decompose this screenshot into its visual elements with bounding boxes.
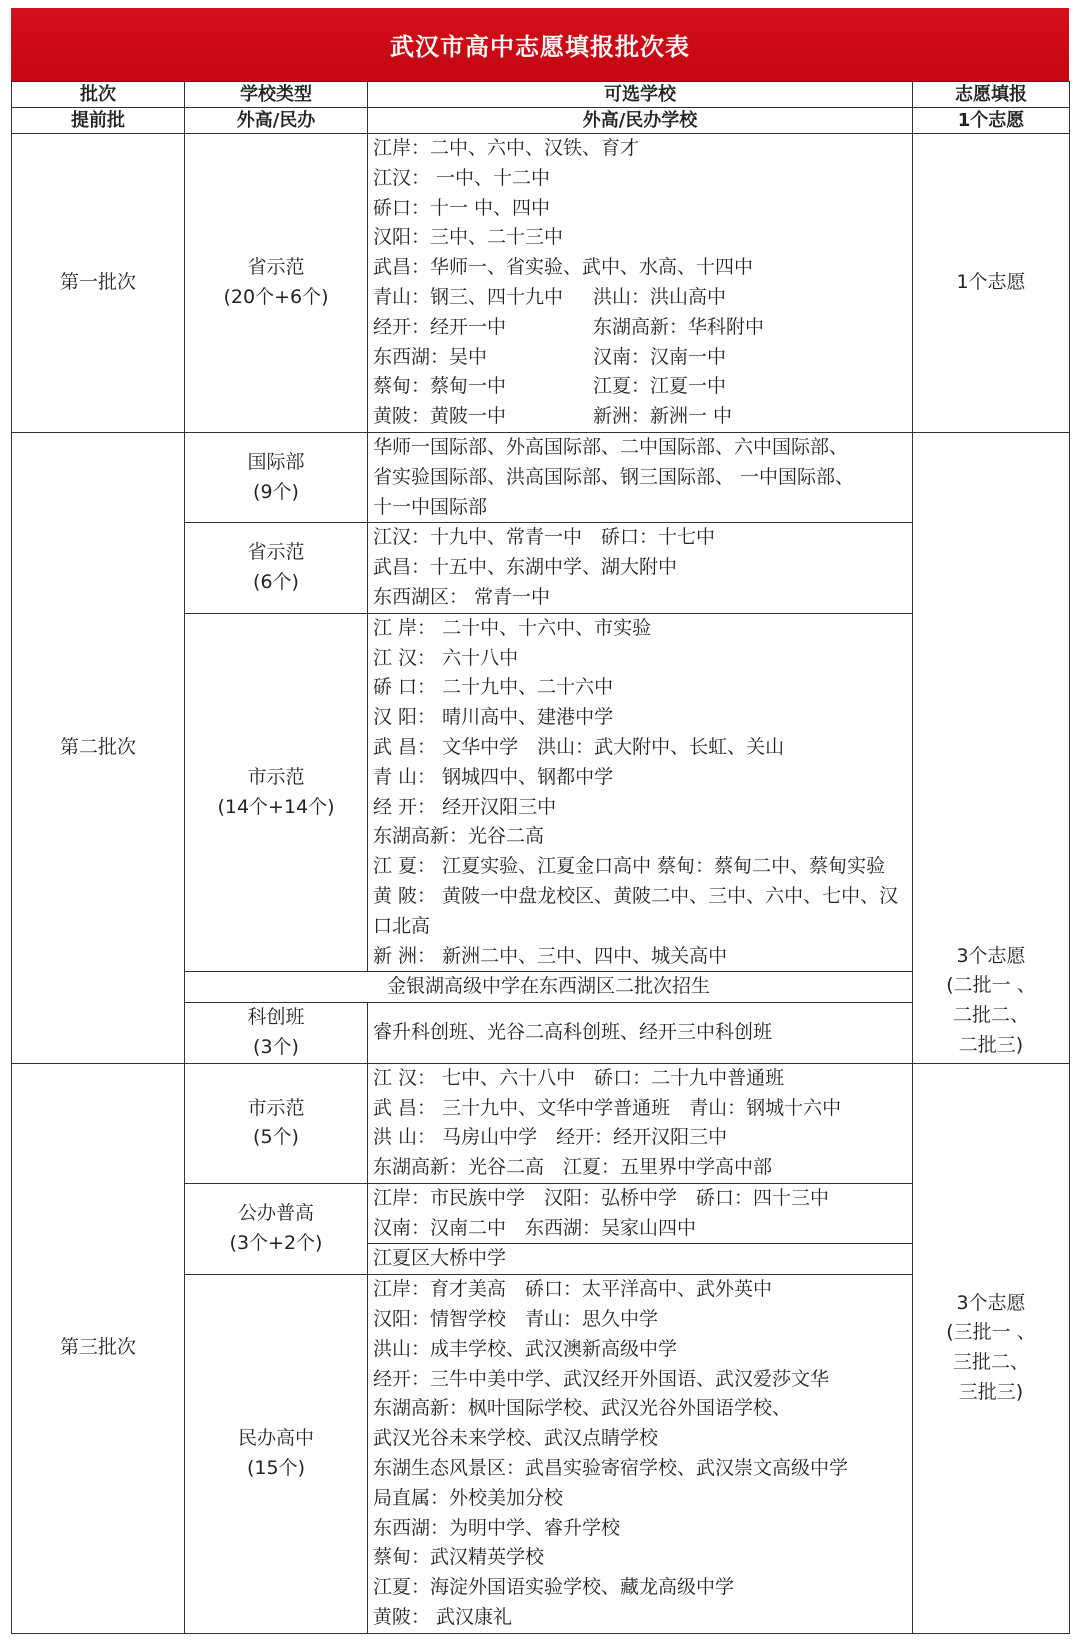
type-count: (15个): [246, 1457, 305, 1480]
first-volunteer: 1个志愿: [913, 134, 1070, 433]
school-line: 江汉： 一中、十二中: [373, 166, 551, 189]
school-line: 武 昌： 文华中学 洪山：武大附中、长虹、关山: [373, 735, 785, 758]
school-line: 江岸：育才美高 硚口：太平洋高中、武外英中: [373, 1278, 773, 1301]
third-public-schools: [368, 1183, 913, 1244]
school-line: 睿升科创班、光谷二高科创班、经开三中科创班: [373, 1021, 773, 1043]
school-line: 江 汉： 七中、六十八中 硚口：二十九中普通班: [373, 1066, 785, 1089]
header-schools: 可选学校: [368, 82, 913, 108]
school-line: 武昌：华师一、省实验、武中、水高、十四中: [373, 256, 754, 279]
school-line: 东湖高新：光谷二高: [373, 825, 545, 848]
school-line: 东西湖：为明中学、睿升学校: [373, 1516, 621, 1539]
school-line: 经开：三牛中美中学、武汉经开外国语、武汉爱莎文华: [373, 1367, 830, 1390]
school-pair-line: [373, 343, 907, 373]
third-city-type: [185, 1063, 368, 1183]
school-pair-left: 东西湖：吴中: [373, 345, 488, 368]
title-banner: [11, 8, 1069, 81]
school-line: 黄 陂： 黄陂一中盘龙校区、黄陂二中、三中、六中、七中、汉: [373, 884, 899, 907]
volunteer-detail: (二批一 、: [946, 974, 1036, 997]
third-city-schools: [368, 1063, 913, 1183]
type-name: 市示范: [247, 1096, 305, 1119]
school-pair-left: 黄陂：黄陂一中: [373, 405, 507, 428]
third-batch-label: 第三批次: [12, 1063, 185, 1633]
school-pair-right: 东湖高新：华科附中: [593, 315, 765, 338]
school-pair-left: 青山：钢三、四十九中: [373, 285, 564, 308]
school-line: 东湖生态风景区：武昌实验寄宿学校、武汉崇文高级中学: [373, 1457, 849, 1480]
third-public-type: [185, 1183, 368, 1274]
first-batch-label: 第一批次: [12, 134, 185, 433]
second-intl-row: [12, 432, 1070, 522]
school-line: 省实验国际部、洪高国际部、钢三国际部、 一中国际部、: [373, 465, 855, 488]
header-batch: 批次: [12, 82, 185, 108]
school-line: 局直属：外校美加分校: [373, 1486, 564, 1509]
page-title: 武汉市高中志愿填报批次表: [390, 33, 690, 61]
type-count: (14个+14个): [217, 795, 335, 818]
type-name: 市示范: [247, 765, 305, 788]
advance-type: 外高/民办: [185, 108, 368, 134]
header-row: [12, 82, 1070, 108]
school-line: 江夏区大桥中学: [373, 1247, 507, 1270]
first-type-count: (20个+6个): [223, 285, 329, 308]
school-line: 汉阳：三中、二十三中: [373, 226, 564, 249]
school-line: 江汉：十九中、常青一中 硚口：十七中: [373, 526, 716, 549]
school-line: 江夏：海淀外国语实验学校、藏龙高级中学: [373, 1576, 735, 1599]
school-pair-line: [373, 283, 907, 313]
type-count: (3个+2个): [229, 1232, 323, 1255]
school-line: 汉 阳： 晴川高中、建港中学: [373, 706, 614, 729]
school-pair-right: 江夏：江夏一中: [593, 375, 727, 398]
school-line: 华师一国际部、外高国际部、二中国际部、六中国际部、: [373, 435, 849, 458]
school-line: 江岸：二中、六中、汉铁、育才: [373, 137, 640, 159]
first-batch-row: [12, 134, 1070, 433]
school-pair-right: 新洲：新洲一 中: [593, 405, 733, 428]
school-line: 青 山： 钢城四中、钢都中学: [373, 765, 614, 788]
third-private-schools: [368, 1275, 913, 1634]
volunteer-detail: 三批二、: [952, 1351, 1029, 1374]
advance-row: [12, 108, 1070, 134]
type-count: (5个): [253, 1126, 299, 1149]
volunteer-count: 3个志愿: [956, 1291, 1026, 1314]
school-line: 黄陂： 武汉康礼: [373, 1606, 513, 1629]
school-line: 东西湖区： 常青一中: [373, 585, 551, 608]
school-pair-right: 汉南：汉南一中: [593, 345, 727, 368]
third-volunteer: [913, 1063, 1070, 1633]
school-line: 硚 口： 二十九中、二十六中: [373, 676, 614, 699]
type-name: 科创班: [247, 1006, 305, 1029]
type-name: 省示范: [247, 541, 305, 564]
school-line: 江 岸： 二十中、十六中、市实验: [373, 616, 652, 639]
second-city-schools: [368, 613, 913, 972]
first-type-name: 省示范: [247, 256, 305, 279]
first-type: [185, 134, 368, 433]
school-line: 江岸：市民族中学 汉阳：弘桥中学 硚口：四十三中: [373, 1186, 830, 1209]
school-pair-line: [373, 402, 907, 432]
daqiao-school: [368, 1244, 913, 1275]
type-name: 民办高中: [237, 1427, 314, 1450]
school-line: 洪 山： 马房山中学 经开：经开汉阳三中: [373, 1126, 728, 1149]
batch-table: [11, 81, 1070, 1634]
advance-batch: 提前批: [12, 108, 185, 134]
school-line: 洪山：成丰学校、武汉澳新高级中学: [373, 1337, 678, 1360]
school-line: 东湖高新：枫叶国际学校、武汉光谷外国语学校、: [373, 1397, 792, 1420]
school-pair-left: 经开：经开一中: [373, 315, 507, 338]
school-pair-line: [373, 313, 907, 343]
school-line: 口北高: [373, 914, 431, 937]
school-line: 东湖高新：光谷二高 江夏：五里界中学高中部: [373, 1156, 773, 1179]
volunteer-detail: 三批三): [958, 1381, 1024, 1404]
second-prov-type: [185, 523, 368, 613]
header-volunteer: 志愿填报: [913, 82, 1070, 108]
school-line: 汉阳：情智学校 青山：思久中学: [373, 1308, 659, 1331]
type-count: (9个): [253, 480, 299, 503]
school-line: 武汉光谷未来学校、武汉点睛学校: [373, 1427, 659, 1450]
school-line: 硚口：十一 中、四中: [373, 196, 551, 219]
second-intl-schools: [368, 432, 913, 522]
third-city-row: [12, 1063, 1070, 1183]
type-name: 国际部: [247, 450, 305, 473]
type-name: 公办普高: [237, 1202, 314, 1225]
second-volunteer: [913, 432, 1070, 1063]
school-line: 汉南：汉南二中 东西湖：吴家山四中: [373, 1216, 697, 1239]
type-count: (3个): [253, 1035, 299, 1058]
school-line: 新 洲： 新洲二中、三中、四中、城关高中: [373, 944, 728, 967]
advance-schools: 外高/民办学校: [368, 108, 913, 134]
volunteer-detail: 二批三): [958, 1033, 1024, 1056]
volunteer-count: 3个志愿: [956, 944, 1026, 967]
volunteer-detail: 二批二、: [952, 1004, 1029, 1027]
second-batch-label: 第二批次: [12, 432, 185, 1063]
school-line: 十一中国际部: [373, 495, 488, 518]
second-city-type: [185, 613, 368, 972]
jinyinhu-note: 金银湖高级中学在东西湖区二批次招生: [185, 972, 913, 1003]
advance-volunteer: 1个志愿: [913, 108, 1070, 134]
school-line: 武昌：十五中、东湖中学、湖大附中: [373, 556, 678, 579]
second-prov-schools: [368, 523, 913, 613]
first-schools: [368, 134, 913, 433]
school-pair-line: [373, 372, 907, 402]
second-innov-type: [185, 1003, 368, 1064]
header-type: 学校类型: [185, 82, 368, 108]
second-innov-schools: [368, 1003, 913, 1064]
school-pair-left: 蔡甸：蔡甸一中: [373, 375, 507, 398]
school-line: 经 开： 经开汉阳三中: [373, 795, 557, 818]
school-pair-right: 洪山：洪山高中: [593, 285, 727, 308]
school-line: 江 汉： 六十八中: [373, 646, 519, 669]
volunteer-detail: (三批一 、: [946, 1321, 1036, 1344]
school-line: 蔡甸：武汉精英学校: [373, 1546, 545, 1569]
second-intl-type: [185, 432, 368, 522]
third-private-type: [185, 1275, 368, 1634]
type-count: (6个): [253, 571, 299, 594]
school-line: 江 夏： 江夏实验、江夏金口高中 蔡甸：蔡甸二中、蔡甸实验: [373, 855, 886, 878]
school-line: 武 昌： 三十九中、文华中学普通班 青山：钢城十六中: [373, 1096, 842, 1119]
